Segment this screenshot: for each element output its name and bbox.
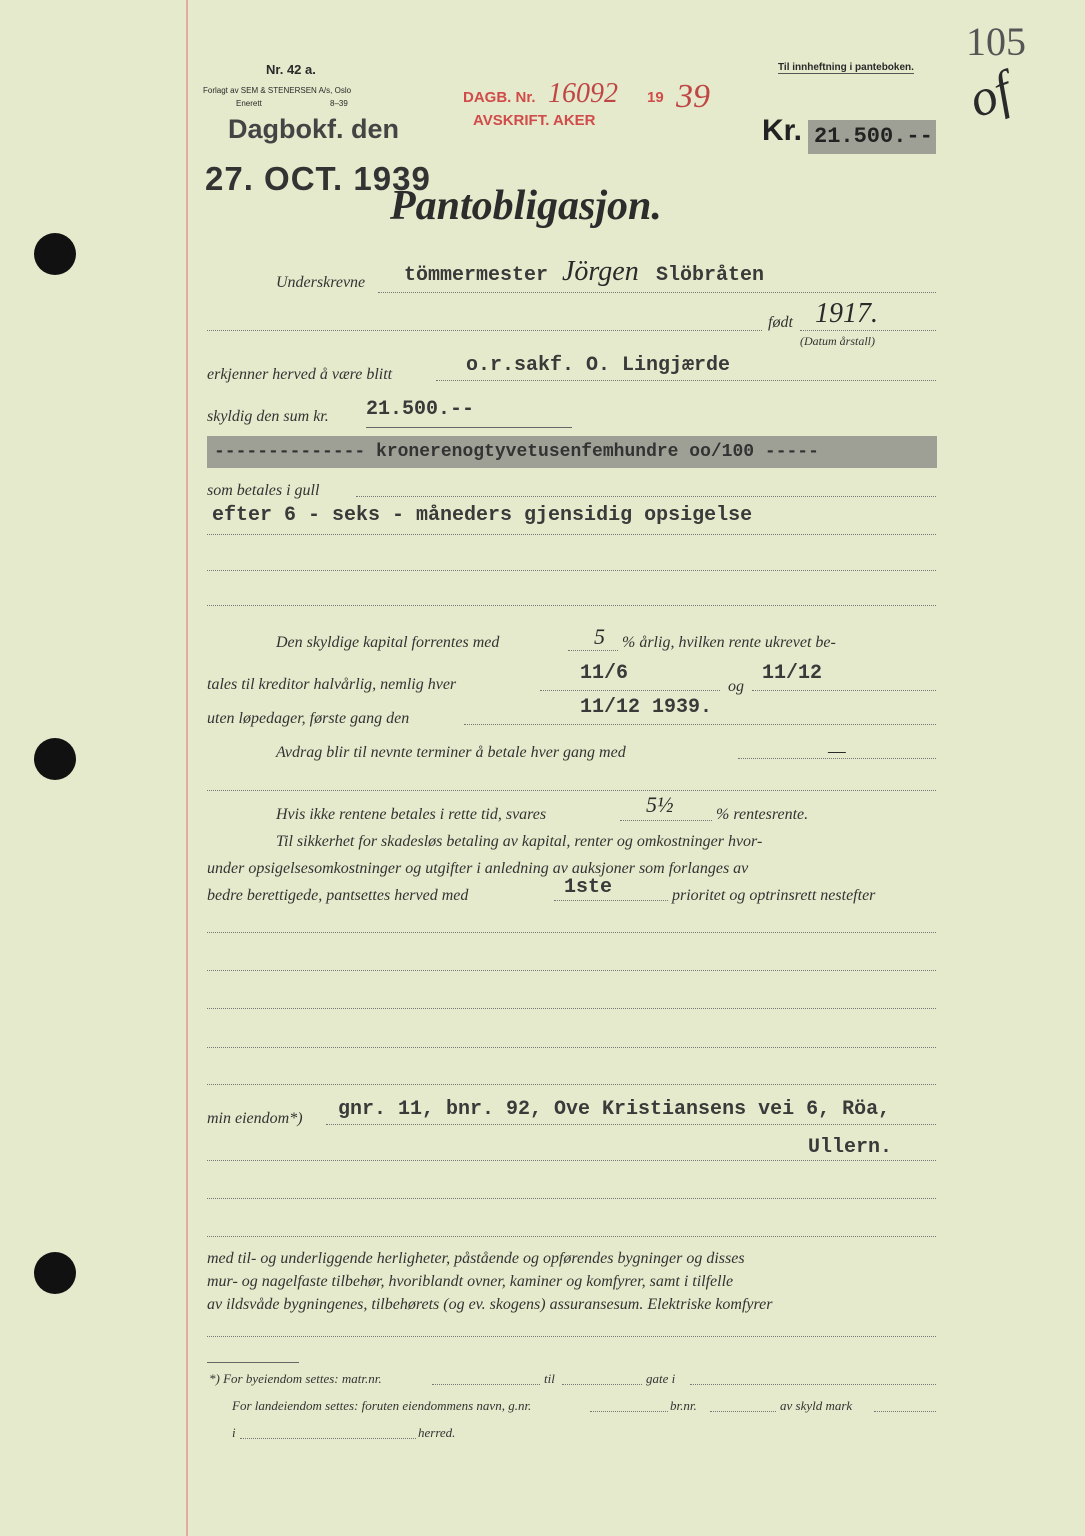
footnote-l2-c: av skyld mark: [780, 1398, 853, 1413]
binding-note: Til innheftning i panteboken.: [778, 62, 914, 73]
owe-label: skyldig den sum kr.: [207, 408, 329, 425]
born-label: født: [768, 314, 793, 331]
security-line3-b: prioritet og optrinsrett nestefter: [672, 887, 876, 904]
interest-line1-b: % årlig, hvilken rente ukrevet be-: [622, 634, 836, 651]
footnote-l1-b: til: [544, 1371, 555, 1386]
amount-label: Kr.: [762, 114, 803, 147]
line-penalty: [620, 820, 712, 821]
line-blank-1: [207, 534, 936, 535]
line-creditor: [436, 380, 936, 381]
margin-line: [186, 0, 188, 1536]
property-line2: Ullern.: [808, 1136, 893, 1159]
penalty-rate: 5½: [646, 792, 674, 817]
installment-value: —: [828, 740, 846, 762]
security-line2: under opsigelsesomkostninger og utgifter i anledning av auksjoner som forlanges av: [207, 860, 749, 877]
acknowledge-label: erkjenner herved å være blitt: [207, 366, 393, 383]
line-payable: [356, 496, 936, 497]
security-line1: Til sikkerhet for skadesløs betaling av kapital, renter og omkostninger hvor-: [276, 833, 763, 850]
interest-og: og: [728, 678, 744, 695]
property-label: min eiendom*): [207, 1110, 303, 1127]
property-line1: gnr. 11, bnr. 92, Ove Kristiansens vei 6, Röa,: [338, 1098, 891, 1121]
undersigned-last-name: Slöbråten: [656, 264, 765, 287]
red-stamp-label: DAGB. Nr.: [463, 89, 536, 106]
line-property-4: [207, 1236, 936, 1237]
payable-terms: efter 6 - seks - måneders gjensidig opsigelse: [212, 504, 753, 527]
footnote-l1-a: *) For byeiendom settes: matr.nr.: [209, 1371, 382, 1386]
interest-first-date: 11/12 1939.: [580, 696, 713, 719]
red-stamp-year: 39: [676, 78, 710, 115]
undersigned-first-name: Jörgen: [562, 256, 639, 287]
page-number: 105: [966, 19, 1026, 64]
appurtenances-line2: mur- og nagelfaste tilbehør, hvoriblandt ovner, kaminer og komfyrer, samt i tilfelle: [207, 1273, 734, 1290]
footnote-l2-a: For landeiendom settes: foruten eiendommens navn, g.nr.: [232, 1398, 532, 1413]
undersigned-title: tömmermester: [404, 264, 549, 287]
line-date1: [540, 690, 720, 691]
line-rate: [568, 650, 618, 651]
document-title: Pantobligasjon.: [390, 183, 662, 229]
line-appurtenances: [207, 1336, 936, 1337]
born-value: 1917.: [815, 298, 878, 329]
form-date: 8–39: [330, 99, 348, 108]
appurtenances-line3: av ildsvåde bygningenes, tilbehørets (og ev. skogens) assuransesum. Elektriske komfyrer: [207, 1296, 773, 1313]
amount-value: 21.500.--: [814, 124, 933, 149]
line-security-2: [207, 970, 936, 971]
form-number: Nr. 42 a.: [266, 62, 316, 77]
stamp-dagbok: Dagbokf. den: [228, 114, 400, 144]
line-fn-3: [240, 1438, 416, 1439]
publisher-line2: Enerett: [236, 99, 262, 108]
footnote-l1-c: gate i: [646, 1371, 676, 1386]
footnote-l2-b: br.nr.: [670, 1398, 697, 1413]
line-fn-1a: [432, 1384, 540, 1385]
interest-line1-a: Den skyldige kapital forrentes med: [276, 634, 500, 651]
punch-hole-middle: [34, 738, 76, 780]
penalty-line-b: % rentesrente.: [716, 806, 809, 823]
initials: of: [961, 61, 1019, 130]
punch-hole-bottom: [34, 1252, 76, 1294]
interest-date1: 11/6: [580, 662, 629, 685]
line-security-3: [207, 1008, 936, 1009]
installment-label: Avdrag blir til nevnte terminer å betale hver gang med: [276, 744, 626, 761]
line-owe: [366, 427, 572, 428]
payable-label: som betales i gull: [207, 482, 320, 499]
creditor: o.r.sakf. O. Lingjærde: [466, 354, 731, 377]
line-security-1: [207, 932, 936, 933]
owe-amount: 21.500.--: [366, 398, 475, 421]
line-property-2: [207, 1160, 936, 1161]
line-property-3: [207, 1198, 936, 1199]
line-blank-2: [207, 570, 936, 571]
line-security-4: [207, 1047, 936, 1048]
line-fn-1b: [562, 1384, 642, 1385]
red-stamp-number: 16092: [548, 78, 618, 109]
punch-hole-top: [34, 233, 76, 275]
line-undersigned: [378, 292, 936, 293]
line-fn-2b: [710, 1411, 776, 1412]
line-undersigned-2: [207, 330, 762, 331]
line-fn-2c: [874, 1411, 936, 1412]
interest-line2-a: tales til kreditor halvårlig, nemlig hver: [207, 676, 457, 693]
born-hint: (Datum årstall): [800, 334, 875, 348]
stamp-date: 27. OCT. 1939: [205, 160, 431, 197]
red-stamp-avskrift: AVSKRIFT. AKER: [473, 112, 596, 129]
line-fn-1c: [690, 1384, 936, 1385]
amount-words: -------------- kronerenogtyvetusenfemhundre oo/100 -----: [214, 442, 819, 462]
line-installment-2: [207, 790, 936, 791]
red-stamp-year-prefix: 19: [647, 89, 664, 106]
footnote-l3-b: herred.: [418, 1425, 456, 1440]
interest-rate: 5: [594, 624, 605, 649]
appurtenances-line1: med til- og underliggende herligheter, påstående og opførendes bygninger og disses: [207, 1250, 745, 1267]
priority: 1ste: [564, 876, 613, 899]
footnote-l3-a: i: [232, 1425, 236, 1440]
line-security-5: [207, 1084, 936, 1085]
line-first-date: [464, 724, 936, 725]
line-blank-3: [207, 605, 936, 606]
line-property: [326, 1124, 936, 1125]
line-fn-2a: [590, 1411, 668, 1412]
penalty-line-a: Hvis ikke rentene betales i rette tid, svares: [276, 806, 547, 823]
publisher: Forlagt av SEM & STENERSEN A/s, Oslo: [203, 86, 352, 95]
security-line3-a: bedre berettigede, pantsettes herved med: [207, 887, 469, 904]
line-priority: [554, 900, 668, 901]
undersigned-label: Underskrevne: [276, 274, 366, 291]
line-born: [800, 330, 936, 331]
line-date2: [752, 690, 936, 691]
interest-line3-a: uten løpedager, første gang den: [207, 710, 410, 727]
interest-date2: 11/12: [762, 662, 823, 685]
footnote-rule: [207, 1362, 299, 1363]
